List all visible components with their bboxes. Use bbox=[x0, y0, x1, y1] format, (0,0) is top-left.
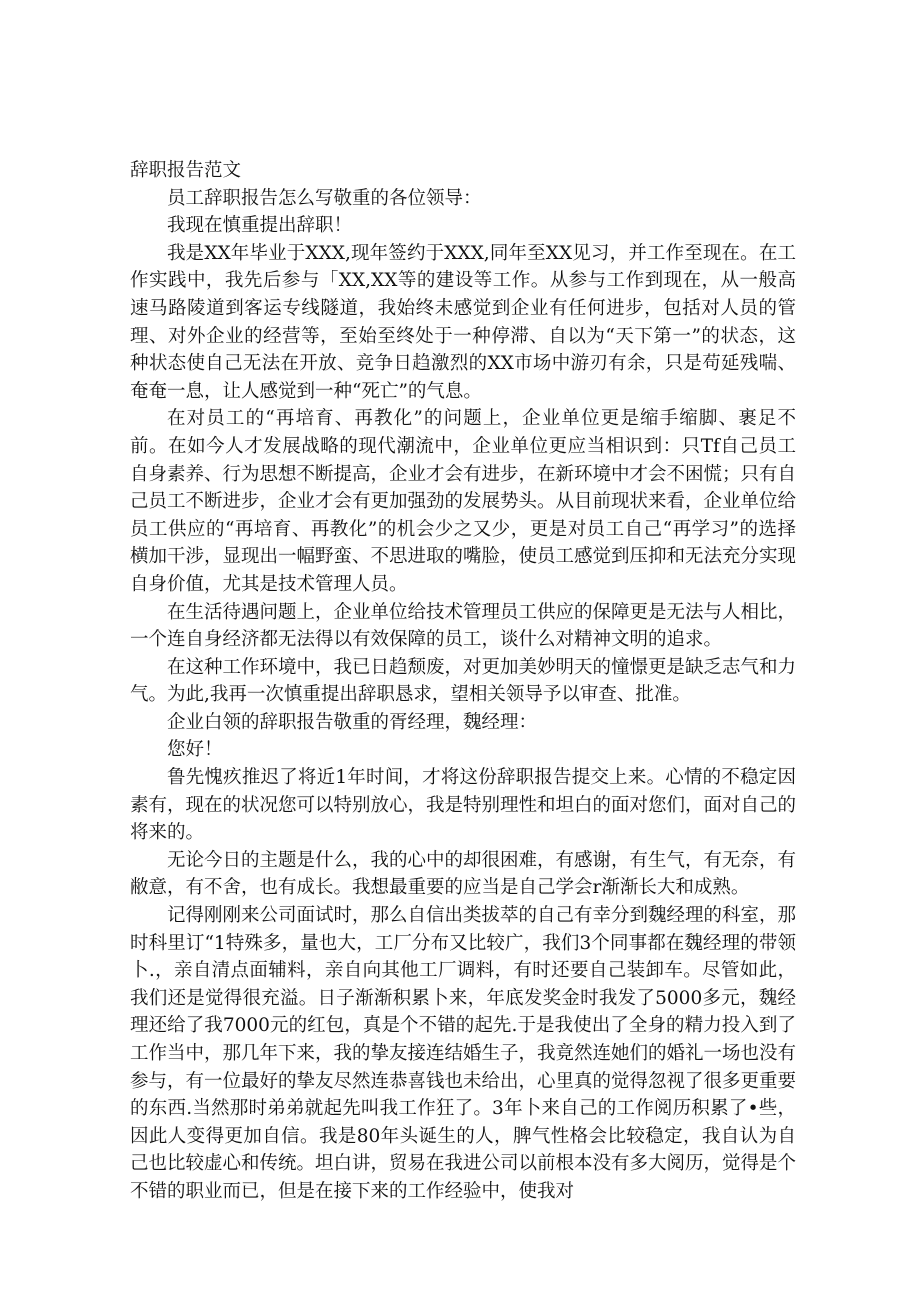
paragraph-hello: 您好！ bbox=[167, 739, 223, 761]
document-body bbox=[130, 157, 796, 1206]
paragraph-resignation-statement: 我现在慎重提出辞职！ bbox=[167, 215, 353, 237]
document-title: 辞职报告范文 bbox=[130, 160, 242, 181]
paragraph-training: 在对员工的“再培育、再教化”的问题上，企业单位更是缩手缩脚、裹足不前。在如今人才发展战略的现代潮流中，企业单位更应当相识到：只Tf自己员工自身素养、行为思想不断提高，企业才会有进步，在新环境中才会不困慌；只有自己员工不断进步，企业才会有更加强劲的发展势头。从目前现状来看，企业单位给员工供应的“再培育、再教化”的机会少之又少，更是对员工自己“再学习”的选择横加干涉，显现出一幅野蛮、不思进取的嘴脸，使员工感觉到压抑和无法充分实现自身价值，尤其是技术管理人员。 bbox=[130, 408, 797, 595]
paragraph-apology: 鲁先愧疚推迟了将近1年时间，才将这份辞职报告提交上来。心情的不稳定因素有，现在的状况您可以特别放心，我是特别理性和坦白的面对您们，面对自己的将来的。 bbox=[130, 767, 797, 844]
paragraph-memories: 记得刚刚来公司面试时，那么自信出类拔萃的自己有幸分到魏经理的科室，那时科里订“1特殊多，量也大，工厂分布又比较广，我们3个同事都在魏经理的带领卜.，亲自清点面辅料，亲自向其他工厂调料，有时还要自己装卸车。尽管如此，我们还是觉得很充溢。日子渐渐积累卜来，年底发奖金时我发了5000多元，魏经理还给了我7000元的红包，真是个不错的起先.于是我使出了全身的精力投入到了工作当中，那几年下来，我的挚友接连结婚生子，我竟然连她们的婚礼一场也没有参与，有一位最好的挚友尽然连恭喜钱也未给出，心里真的觉得忽视了很多更重要的东西.当然那时弟弟就起先叫我工作狂了。3年卜来自己的工作阅历积累了•些，因此人变得更加自信。我是80年头诞生的人，脾气性格会比较稳定，我自认为自己也比较虚心和传统。坦白讲，贸易在我进公司以前根本没有多大阅历，觉得是个不错的职业而已，但是在接下来的工作经验中，使我对 bbox=[130, 905, 797, 1202]
paragraph-feelings: 无论今日的主题是什么，我的心中的却很困难，有感谢，有生气，有无奈，有敝意，有不舍，也有成长。我想最重要的应当是自己学会r渐渐长大和成熟。 bbox=[130, 849, 797, 899]
paragraph-living-conditions: 在生活待遇问题上，企业单位给技术管理员工供应的保障更是无法与人相比，一个连自身经济都无法得以有效保障的员工，谈什么对精神文明的追求。 bbox=[130, 601, 797, 651]
paragraph-greeting: 员工辞职报告怎么写敬重的各位领导： bbox=[167, 187, 482, 209]
paragraph-second-letter-greeting: 企业白领的辞职报告敬重的胥经理，魏经理： bbox=[167, 711, 538, 733]
paragraph-request: 在这种工作环境中，我已日趋颓废，对更加美妙明天的憧憬更是缺乏志气和力气。为此,我再一次慎重提出辞职恳求，望相关领导予以审查、批准。 bbox=[130, 656, 797, 706]
paragraph-background: 我是XX年毕业于XXX,现年签约于XXX,同年至XX见习，并工作至现在。在工作实践中，我先后参与「XX,XX等的建设等工作。从参与工作到现在，从一般高速马路陵道到客运专线隧道，我始终未感觉到企业有任何进步，包括对人员的管理、对外企业的经营等，至始至终处于一种停滞、自以为“天下第一”的状态，这种状态使自己无法在开放、竞争日趋激烈的XX市场中游刃有余，只是苟延残喘、奄奄一息，让人感觉到一种“死亡”的气息。 bbox=[130, 242, 796, 402]
